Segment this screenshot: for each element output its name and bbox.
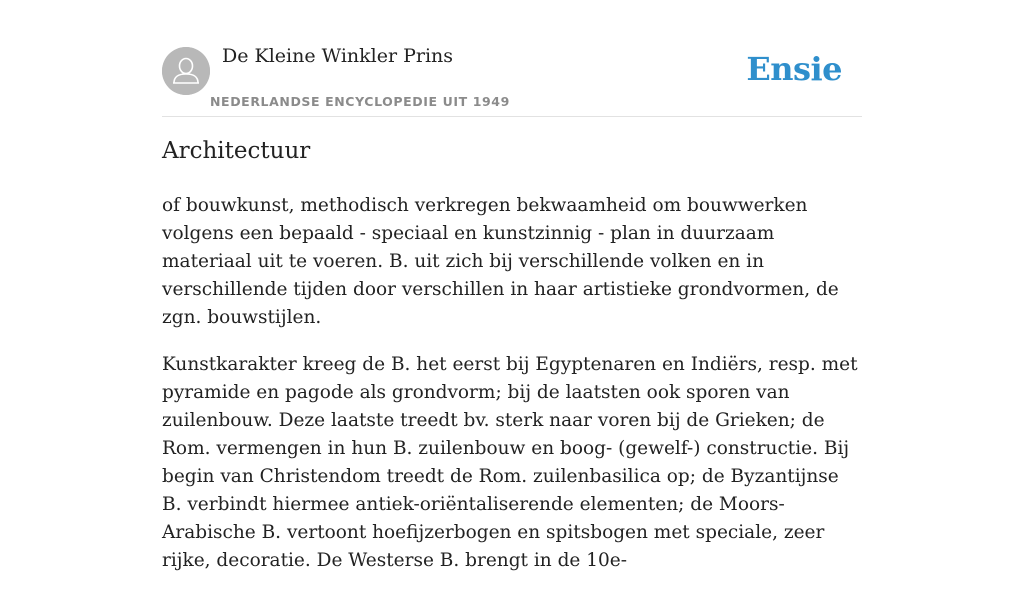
- article-title: Architectuur: [162, 138, 311, 164]
- source-title[interactable]: De Kleine Winkler Prins: [222, 45, 454, 67]
- source-subtitle: NEDERLANDSE ENCYCLOPEDIE UIT 1949: [210, 94, 510, 109]
- article-paragraph: Kunstkarakter kreeg de B. het eerst bij Egyptenaren en Indiërs, resp. met pyramide en pagode als grondvorm; bij de laatsten ook sporen van zuilenbouw. Deze laatste treedt bv. sterk naar voren bij de Grieken; de Rom. vermengen in hun B. zuilenbouw en boog- (gewelf-) constructie. Bij begin van Christendom treedt de Rom. zuilenbasilica op; de Byzantijnse B. verbindt hiermee antiek-oriëntaliserende elementen; de Moors-Arabische B. vertoont hoefijzerbogen en spitsbogen met speciale, zeer rijke, decoratie. De Westerse B. brengt in de 10e-: [162, 354, 858, 571]
- ensie-logo[interactable]: Ensie: [746, 50, 842, 88]
- article-body: [162, 192, 862, 594]
- user-icon[interactable]: [162, 47, 210, 95]
- article-paragraph: of bouwkunst, methodisch verkregen bekwaamheid om bouwwerken volgens een bepaald - speciaal en kunstzinnig - plan in duurzaam materiaal uit te voeren. B. uit zich bij verschillende volken en in verschillende tijden door verschillen in haar artistieke grondvormen, de zgn. bouwstijlen.: [162, 195, 839, 328]
- source-header: [162, 0, 862, 117]
